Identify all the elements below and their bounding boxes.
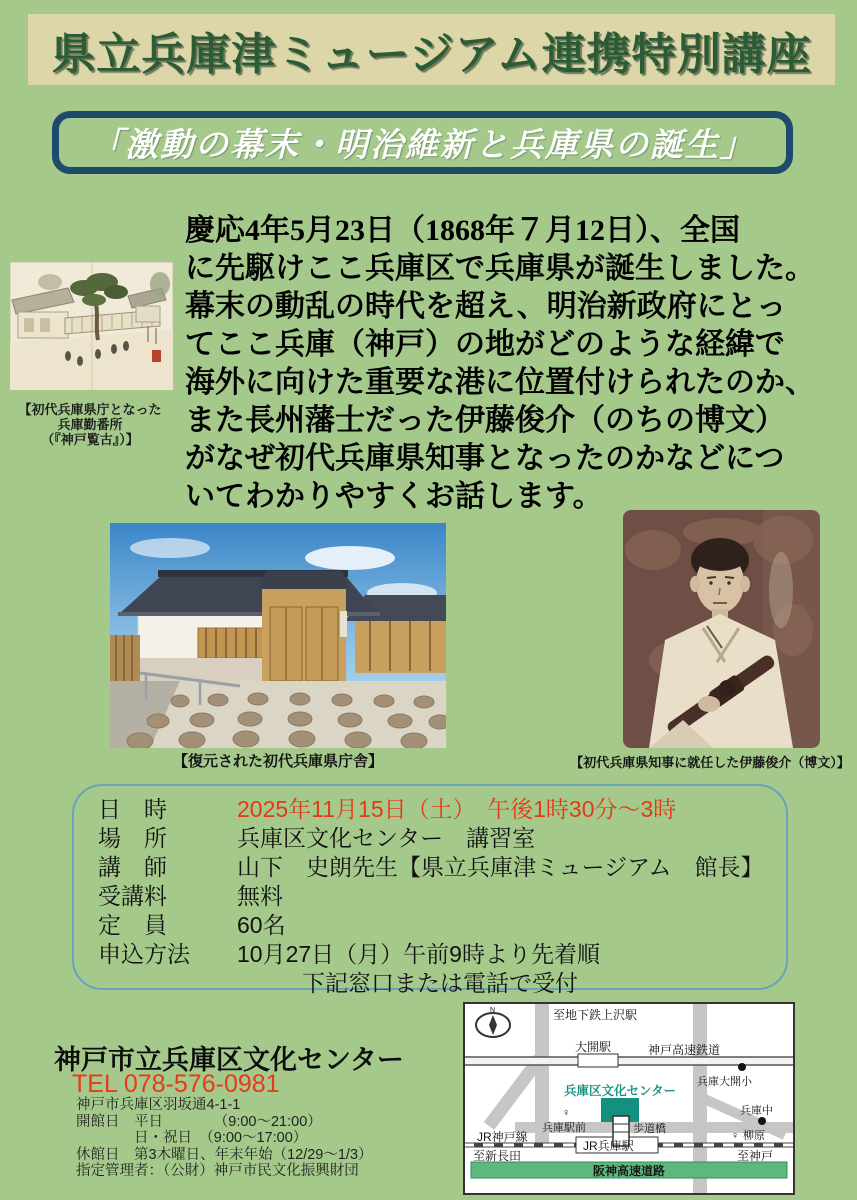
edo-print-caption: 【初代兵庫県庁となった 兵庫勤番所 （『神戸覧古』）】 (18, 402, 162, 447)
details-box (72, 784, 788, 996)
portrait-photo (623, 510, 820, 748)
map-label-yanagihara: 柳原 (743, 1130, 765, 1142)
contact-hours-weekday: 開館日 平日 （9:00～21:00） (76, 1113, 322, 1130)
detail-label: 定 員 (98, 912, 167, 938)
edo-print-art (10, 262, 173, 390)
intro-line: いてわかりやすくお話します。 (185, 480, 603, 513)
map-label-hanshin-expressway: 阪神高速道路 (592, 1164, 666, 1178)
map-label-jr-kobe-line: JR神戸線 (477, 1130, 528, 1144)
detail-value: 山下 史朗先生【県立兵庫津ミュージアム 館長】 (237, 854, 764, 880)
kobe-kosoku-rail (463, 1057, 795, 1065)
edo-print-image (10, 262, 173, 390)
intro-line: 幕末の動乱の時代を超え、明治新政府にとっ (185, 290, 787, 323)
contact-name: 神戸市立兵庫区文化センター (54, 1045, 404, 1075)
map-label-daikai-elementary: 兵庫大開小 (697, 1076, 752, 1088)
school-dot (738, 1063, 746, 1071)
map-label-daikai: 大開駅 (575, 1040, 612, 1054)
detail-value: 10月27日（月）午前9時より先着順 (237, 941, 600, 967)
map-label-kobe-kosoku: 神戸高速鉄道 (648, 1043, 721, 1057)
intro-line: てここ兵庫（神戸）の地がどのような経緯で (185, 328, 785, 361)
detail-label: 講 師 (98, 854, 167, 880)
bus-stop-icon-ekimae: ♀ (562, 1107, 571, 1119)
detail-row-fee (74, 880, 786, 909)
contact-info (76, 1097, 373, 1180)
intro-line: また長州藩士だった伊藤俊介（のちの博文） (185, 404, 785, 437)
detail-row-apply (74, 938, 786, 967)
contact-tel: TEL 078-576-0981 (72, 1070, 280, 1098)
detail-row-datetime (74, 793, 786, 822)
map-label-to-kobe: 至神戸 (737, 1149, 774, 1163)
access-map (463, 1002, 795, 1195)
detail-value: 無料 (237, 883, 283, 909)
subtitle-text: 「激動の幕末・明治維新と兵庫県の誕生」 (90, 128, 755, 164)
map-label-shin-nagata: 至新長田 (473, 1149, 522, 1163)
map-label-kamisawa: 至地下鉄上沢駅 (553, 1008, 638, 1022)
detail-row-place (74, 822, 786, 851)
subtitle-box (52, 111, 793, 174)
svg-text:N: N (490, 1007, 496, 1014)
map-label-culture-center: 兵庫区文化センター (564, 1084, 677, 1098)
map-label-hyogo-junior: 兵庫中 (740, 1105, 773, 1117)
detail-label: 申込方法 (98, 941, 190, 967)
map-label-ekimae: 兵庫駅前 (542, 1122, 586, 1134)
map-label-jr-hyogo: JR兵庫駅 (583, 1139, 634, 1153)
page-title: 県立兵庫津ミュージアム連携特別講座 (51, 29, 812, 79)
map-label-hodokyo: 歩道橋 (633, 1123, 666, 1135)
bus-stop-icon-yanagihara: ♀ (731, 1130, 740, 1142)
intro-paragraph (185, 212, 857, 516)
detail-label: 受講料 (98, 883, 167, 909)
detail-value: 60名 (237, 912, 286, 938)
junior-high-dot (758, 1117, 766, 1125)
contact-manager: 指定管理者：（公財）神戸市民文化振興財団 (76, 1163, 359, 1179)
detail-label: 場 所 (98, 825, 167, 851)
building-photo-caption: 【復元された初代兵庫県庁舎】 (172, 753, 383, 770)
intro-line: に先駆けここ兵庫区で兵庫県が誕生しました。 (185, 252, 815, 285)
portrait-photo-caption: 【初代兵庫県知事に就任した伊藤俊介（博文）】 (570, 755, 850, 770)
contact-address: 神戸市兵庫区羽坂通4-1-1 (76, 1097, 241, 1113)
header-banner (28, 14, 835, 85)
contact-hours-holiday: 日・祝日 （9:00～17:00） (76, 1130, 308, 1146)
intro-line: 海外に向けた重要な港に位置付けられたのか、 (185, 366, 815, 399)
building-photo (110, 523, 446, 748)
detail-apply-note: 下記窓口または電話で受付 (302, 970, 578, 996)
detail-value: 兵庫区文化センター 講習室 (237, 825, 536, 851)
detail-value: 2025年11月15日（土） 午後1時30分～3時 (237, 796, 677, 822)
detail-label: 日 時 (98, 796, 167, 822)
intro-line: がなぜ初代兵庫県知事となったのかなどにつ (185, 442, 785, 475)
daikai-station-box (578, 1054, 618, 1067)
detail-row-lecturer (74, 851, 786, 880)
contact-closed: 休館日 第3木曜日、年末年始（12/29～1/3） (76, 1146, 373, 1163)
intro-line: 慶応4年5月23日（1868年７月12日）、全国 (185, 214, 740, 247)
detail-row-capacity (74, 909, 786, 938)
